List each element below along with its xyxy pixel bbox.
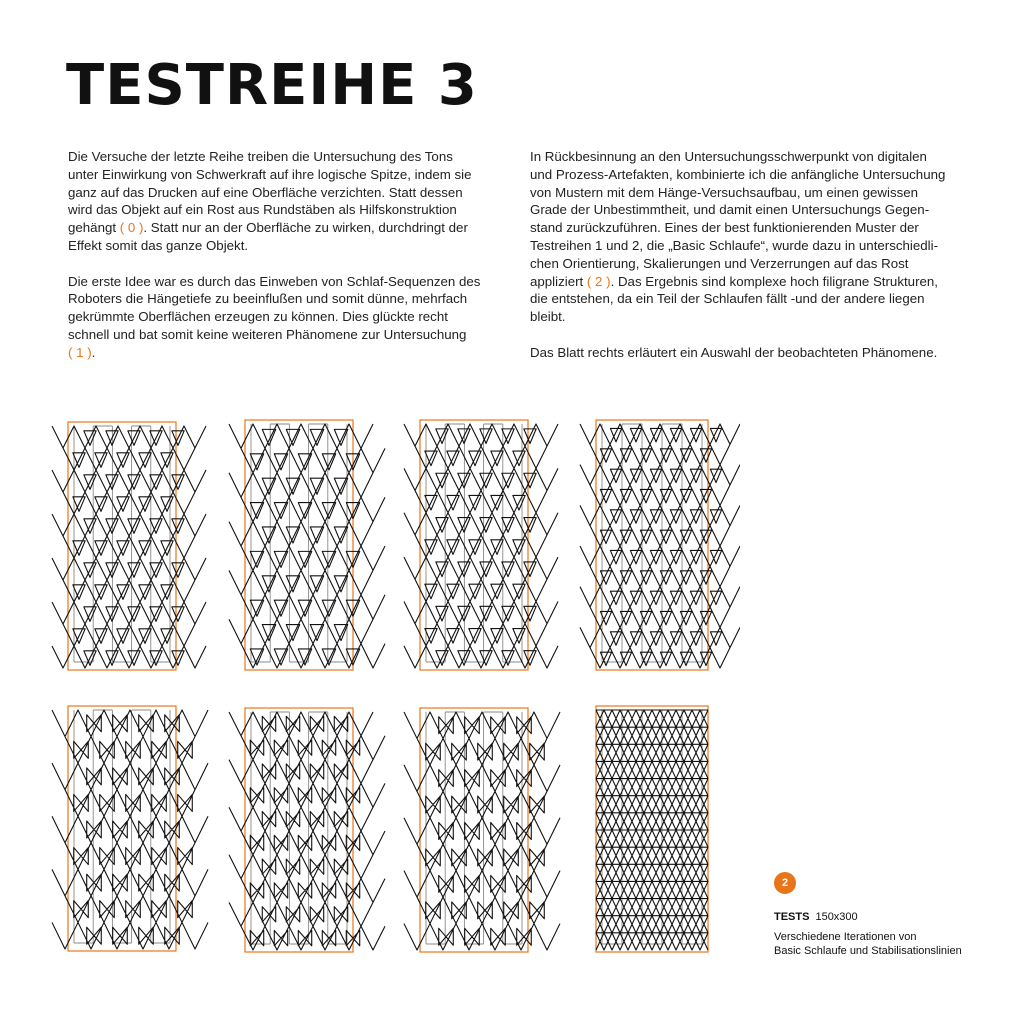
pattern-test-7 <box>404 708 560 952</box>
page-title: TESTREIHE 3 <box>66 53 478 118</box>
pattern-test-4 <box>580 420 740 670</box>
figure-reference: ( 2 ) <box>586 273 611 289</box>
paragraph-text: . Statt nur an der Oberfläche zu wirken, durchdringt der Effekt somit das ganze Objekt. <box>68 220 468 253</box>
caption-label <box>774 911 858 923</box>
schlaufe-pattern <box>596 710 708 950</box>
stabilization-lines <box>251 712 347 944</box>
paragraph <box>530 148 960 326</box>
schlaufe-pattern <box>580 424 740 668</box>
intro-text-right <box>530 148 960 379</box>
paragraph-text: Die erste Idee war es durch das Einweben von Schlaf-Sequenzen des Roboters die Hängetiefe zu beeinflußen und somit dünne, mehrfach gekrümmte Oberflächen erzeugen zu können. Dies glückte recht schnell und bat somit keine weiteren Phänomene zur Untersuchung <box>68 273 481 342</box>
pattern-test-3 <box>404 420 558 670</box>
paragraph-text: In Rückbesinnung an den Untersuchungsschwerpunkt von digitalen und Prozess-Artefakten, kombinierte ich die anfängliche Untersuchung von Mustern mit dem Hänge-Versuchsaufbau, um einen gewissen Grade der Unbestimmtheit, und damit einen Untersuchungs Gegen- stand zurückzuführen. Eines der best funktionierenden Muster der Testreihen 1 und 2, die „Basic Schlaufe“, wurde dazu in unterschiedli- chen Orientierung, Skalierungen und Verzerrungen auf das Rost appliziert <box>530 149 946 289</box>
paragraph-text: Die Versuche der letzte Reihe treiben die Untersuchung des Tons unter Einwirkung von Schwerkraft auf ihre logische Spitze, indem sie ganz auf das Drucken auf eine Oberfläche verzichten. Statt dessen wird das Objekt auf ein Rost aus Rundstäben als Hilfskonstruktion gehängt <box>68 149 472 236</box>
figure-reference: ( 1 ) <box>68 344 92 360</box>
pattern-test-5 <box>52 706 208 951</box>
schlaufe-pattern <box>404 424 558 668</box>
schlaufe-pattern <box>229 712 385 950</box>
rack-frame <box>68 422 176 670</box>
paragraph-text: Das Blatt rechts erläutert ein Auswahl der beobachteten Phänomene. <box>530 344 938 360</box>
figure-reference: ( 0 ) <box>119 220 144 236</box>
pattern-test-2 <box>229 420 385 670</box>
pattern-grid-figure <box>40 400 740 980</box>
pattern-test-1 <box>52 422 206 670</box>
paragraph-text: . Das Ergebnis sind komplexe hoch filigrane Strukturen, die entstehen, da ein Teil der Schlaufen fällt -und der andere liegen bleibt. <box>530 273 938 325</box>
paragraph <box>530 344 960 362</box>
paragraph <box>68 273 498 362</box>
schlaufe-pattern <box>52 710 208 949</box>
schlaufe-pattern <box>229 424 385 668</box>
pattern-grid-svg <box>40 400 740 980</box>
caption-size: 150x300 <box>815 911 858 923</box>
caption-title: TESTS <box>774 911 810 923</box>
intro-text-left <box>68 148 498 379</box>
pattern-test-6 <box>229 708 385 952</box>
paragraph <box>68 148 498 255</box>
schlaufe-pattern <box>52 426 206 668</box>
pattern-test-8 <box>596 706 708 952</box>
paragraph-text: . <box>91 344 96 360</box>
caption-text: Verschiedene Iterationen von Basic Schlaufe und Stabilisationslinien <box>774 931 962 957</box>
schlaufe-pattern <box>404 712 560 950</box>
figure-number-badge: 2 <box>774 872 796 894</box>
rack-frame <box>420 420 528 670</box>
